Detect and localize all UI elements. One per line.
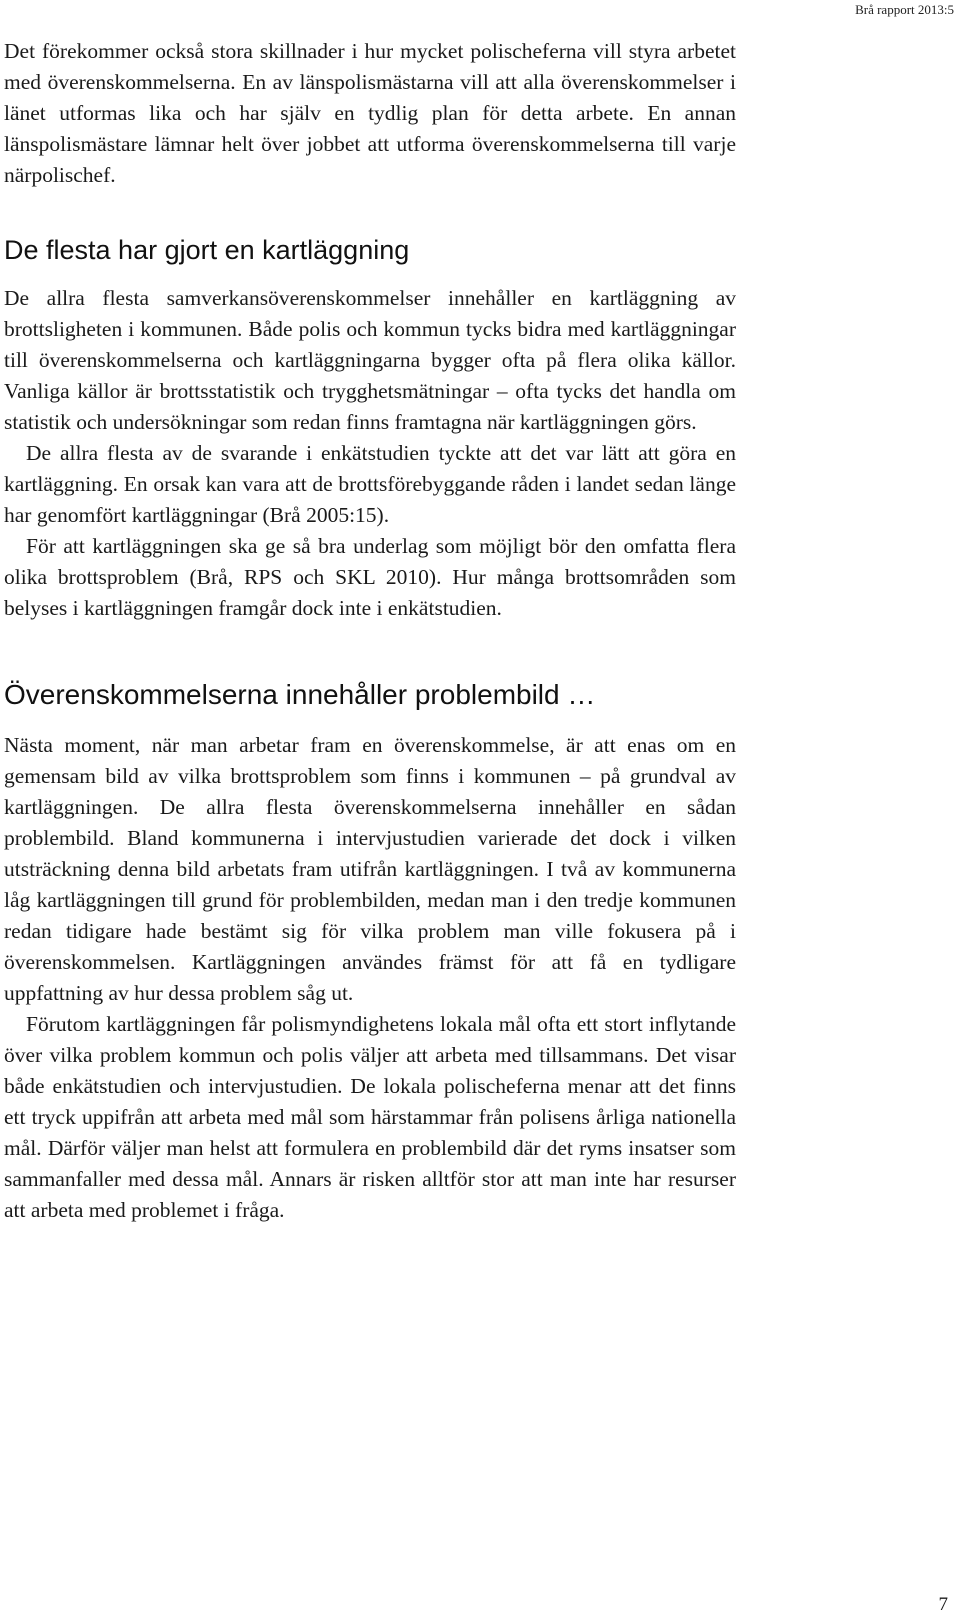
body-paragraph: För att kartläggningen ska ge så bra underlag som möjligt bör den omfatta flera olika brottsproblem (Brå, RPS och SKL 2010). Hur många brottsområden som belyses i kartläggningen framgår dock inte i enkätstudien. bbox=[4, 534, 736, 620]
page-body bbox=[4, 36, 736, 1226]
body-paragraph: De allra flesta av de svarande i enkätstudien tyckte att det var lätt att göra en kartläggning. En orsak kan vara att de brottsförebyggande råden i landet sedan länge har genomfört kartläggningar (Brå 2005:15). bbox=[4, 441, 736, 527]
body-paragraph: Förutom kartläggningen får polismyndighetens lokala mål ofta ett stort inflytande över vilka problem kommun och polis väljer att arbeta med tillsammans. Det visar både enkätstudien och intervjustudien. De lokala polischeferna menar att det finns ett tryck uppifrån att arbeta med mål som härstammar från polisens årliga nationella mål. Därför väljer man helst att formulera en problembild där det ryms insatser som sammanfaller med dessa mål. Annars är risken alltför stor att man inte har resurser att arbeta med problemet i fråga. bbox=[4, 1012, 736, 1222]
section-heading-kartlaggning: De flesta har gjort en kartläggning bbox=[4, 235, 410, 265]
body-paragraph: De allra flesta samverkansöverenskommelser innehåller en kartläggning av brottsligheten i kommunen. Både polis och kommun tycks bidra med kartläggningar till överenskommelserna och kartläggningarna bygger ofta på flera olika källor. Vanliga källor är brottsstatistik och trygghetsmätningar – ofta tycks det handla om statistik och undersökningar som redan finns framtagna när kartläggningen görs. bbox=[4, 286, 736, 434]
running-header: Brå rapport 2013:5 bbox=[855, 2, 954, 17]
body-paragraph: Nästa moment, när man arbetar fram en överenskommelse, är att enas om en gemensam bild av vilka brottsproblem som finns i kommunen – på grundval av kartläggningen. De allra flesta överenskommelserna innehåller en sådan problembild. Bland kommunerna i intervjustudien varierade det dock i vilken utsträckning denna bild arbetats fram utifrån kartläggningen. I två av kommunerna låg kartläggningen till grund för problembilden, medan man i den tredje kommunen redan tidigare hade bestämt sig för vilka problem man ville fokusera på i överenskommelsen. Kartläggningen användes främst för att få en tydligare uppfattning av hur dessa problem såg ut. bbox=[4, 733, 736, 1005]
page-number: 7 bbox=[938, 1594, 948, 1615]
intro-paragraph: Det förekommer också stora skillnader i hur mycket polischeferna vill styra arbetet med överenskommelserna. En av länspolismästarna vill att alla överenskommelser i länet utformas lika och har själv en tydlig plan för detta arbete. En annan länspolismästare lämnar helt över jobbet att utforma överenskommelserna till varje närpolischef. bbox=[4, 39, 736, 187]
section-heading-problembild: Överenskommelserna innehåller problembild … bbox=[4, 679, 596, 710]
